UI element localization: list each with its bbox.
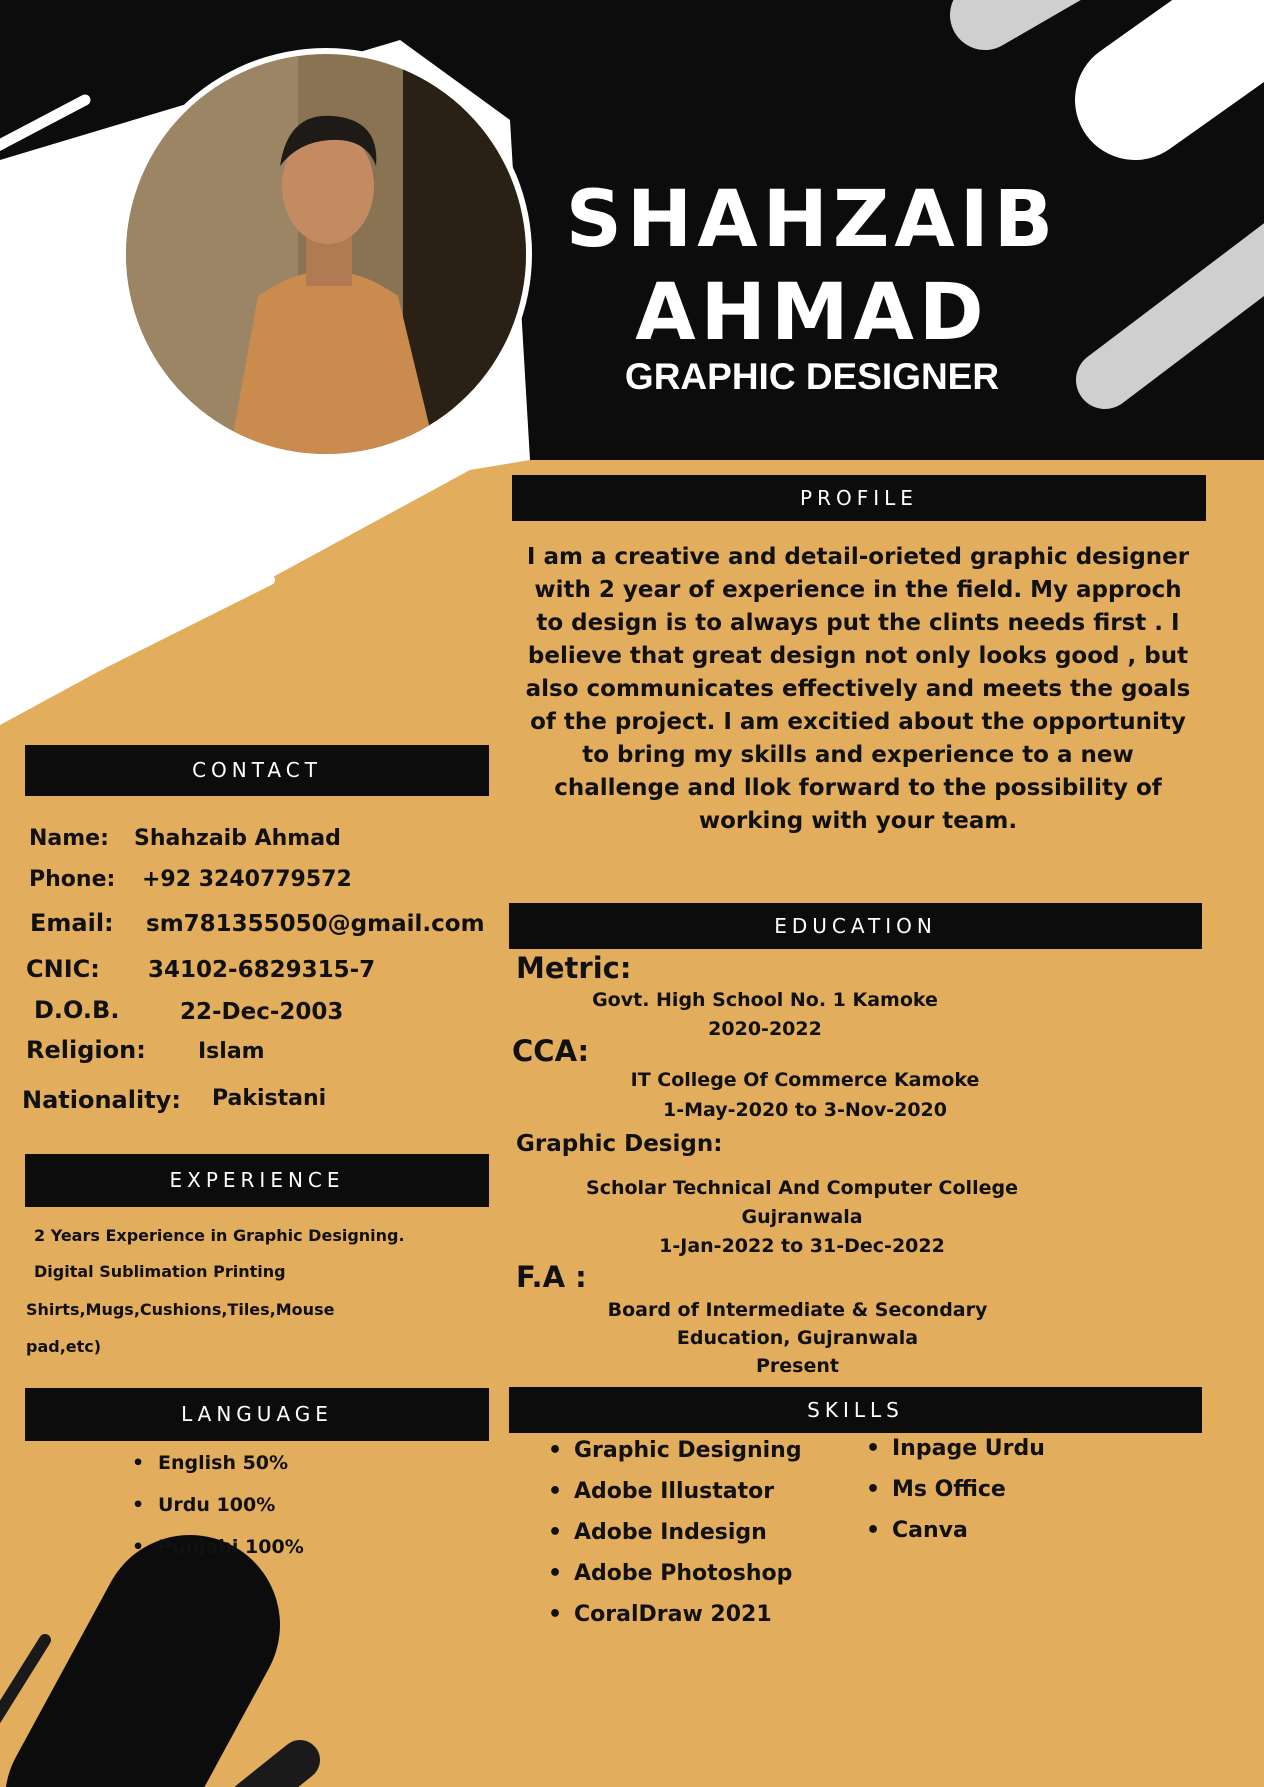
contact-name-value: Shahzaib Ahmad xyxy=(134,826,341,851)
language-item: • Urdu 100% xyxy=(132,1494,304,1536)
experience-line: pad,etc) xyxy=(26,1337,102,1356)
experience-line: Digital Sublimation Printing xyxy=(34,1262,286,1281)
language-heading: LANGUAGE xyxy=(25,1388,489,1441)
contact-name-label: Name: xyxy=(29,826,109,851)
education-status: Present xyxy=(756,1355,839,1377)
skill-item: • Graphic Designing xyxy=(548,1438,802,1479)
education-dates: 1-May-2020 to 3-Nov-2020 xyxy=(663,1099,947,1121)
job-title: GRAPHIC DESIGNER xyxy=(624,356,1000,397)
education-institution: Govt. High School No. 1 Kamoke xyxy=(592,989,938,1011)
white-pill-right xyxy=(1135,0,1264,100)
skill-item: • Ms Office xyxy=(866,1477,1045,1518)
contact-email-label: Email: xyxy=(30,909,114,937)
skills-heading: SKILLS xyxy=(509,1387,1202,1433)
contact-email-value: sm781355050@gmail.com xyxy=(146,911,485,937)
contact-nationality-value: Pakistani xyxy=(212,1086,327,1111)
education-title-metric: Metric: xyxy=(516,951,632,985)
contact-religion-value: Islam xyxy=(198,1039,265,1064)
dark-pill-bottom xyxy=(250,1760,300,1787)
skill-item: • CoralDraw 2021 xyxy=(548,1602,802,1643)
education-heading: EDUCATION xyxy=(509,903,1202,949)
skill-item: • Adobe Photoshop xyxy=(548,1561,802,1602)
language-item: • English 50% xyxy=(132,1452,304,1494)
skill-item: • Adobe Indesign xyxy=(548,1520,802,1561)
education-institution: Board of Intermediate & Secondary xyxy=(607,1299,988,1321)
black-pill-bottom xyxy=(95,1625,190,1787)
experience-line: Shirts,Mugs,Cushions,Tiles,Mouse xyxy=(26,1300,335,1319)
contact-cnic-label: CNIC: xyxy=(26,955,100,983)
skills-list-right xyxy=(866,1436,1045,1559)
education-dates: 1-Jan-2022 to 31-Dec-2022 xyxy=(659,1235,945,1257)
language-list xyxy=(132,1452,304,1578)
contact-heading: CONTACT xyxy=(25,745,489,796)
education-city: Gujranwala xyxy=(741,1206,863,1228)
first-name: SHAHZAIB xyxy=(565,175,1059,265)
education-institution: IT College Of Commerce Kamoke xyxy=(630,1069,980,1091)
contact-nationality-label: Nationality: xyxy=(22,1086,181,1114)
education-institution: Scholar Technical And Computer College xyxy=(586,1177,1018,1199)
contact-phone-value: +92 3240779572 xyxy=(142,867,352,892)
contact-phone-label: Phone: xyxy=(29,867,116,892)
education-dates: 2020-2022 xyxy=(708,1018,822,1040)
profile-text: I am a creative and detail-orieted graphic designer with 2 year of experience in the field. My approch to design is to always put the clints needs first . I believe that great design not only looks good , but also communicates effectively and meets the goals of the project. I am excitied about the opportunity to bring my skills and experience to a new challenge and llok forward to the possibility of working with your team. xyxy=(525,544,1191,834)
skill-item: • Canva xyxy=(866,1518,1045,1559)
experience-line: 2 Years Experience in Graphic Designing. xyxy=(34,1226,405,1245)
contact-dob-label: D.O.B. xyxy=(34,996,120,1024)
education-title-graphic-design: Graphic Design: xyxy=(516,1131,723,1157)
profile-heading: PROFILE xyxy=(512,475,1206,521)
education-title-cca: CCA: xyxy=(512,1034,590,1068)
education-title-fa: F.A : xyxy=(516,1260,587,1294)
skill-item: • Inpage Urdu xyxy=(866,1436,1045,1477)
skill-item: • Adobe Illustator xyxy=(548,1479,802,1520)
language-item: • Punjabi 100% xyxy=(132,1536,304,1578)
profile-photo xyxy=(118,46,534,462)
experience-heading: EXPERIENCE xyxy=(25,1154,489,1207)
education-city: Education, Gujranwala xyxy=(676,1327,919,1349)
contact-dob-value: 22-Dec-2003 xyxy=(180,999,344,1025)
contact-cnic-value: 34102-6829315-7 xyxy=(148,957,376,983)
last-name: AHMAD xyxy=(635,268,989,358)
skills-list-left xyxy=(548,1438,802,1643)
contact-religion-label: Religion: xyxy=(26,1036,146,1064)
